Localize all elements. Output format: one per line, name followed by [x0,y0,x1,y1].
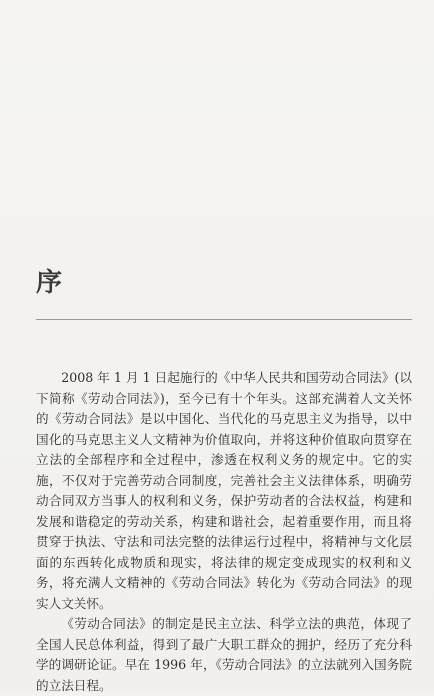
paragraph-2: 《劳动合同法》的制定是民主立法、科学立法的典范，体现了全国人民总体利益，得到了最广大职工群众的拥护，经历了充分科学的调研论证。早在 1996 年，《劳动合同法》的立法就列入国务院的立法日程。 [36,616,412,693]
preface-heading: 序 [36,268,64,298]
preface-body [36,368,412,696]
paragraph-1: 2008 年 1 月 1 日起施行的《中华人民共和国劳动合同法》(以下简称《劳动合同法》)，至今已有十个年头。这部充满着人文关怀的《劳动合同法》是以中国化、当代化的马克思主义为指导，以中国化的马克思主义人文精神为价值取向，并将这种价值取向贯穿在立法的全部程序和全过程中，渗透在权利义务的规定中。它的实施，不仅对于完善劳动合同制度，完善社会主义法律体系，明确劳动合同双方当事人的权利和义务，保护劳动者的合法权益，构建和发展和谐稳定的劳动关系，构建和谐社会，起着重要作用，而且将贯穿于执法、守法和司法完整的法律运行过程中，将精神与文化层面的东西转化成物质和现实，将法律的规定变成现实的权利和义务，将充满人文精神的《劳动合同法》转化为《劳动合同法》的现实人文关怀。 [36,370,412,611]
heading-divider [36,319,412,320]
